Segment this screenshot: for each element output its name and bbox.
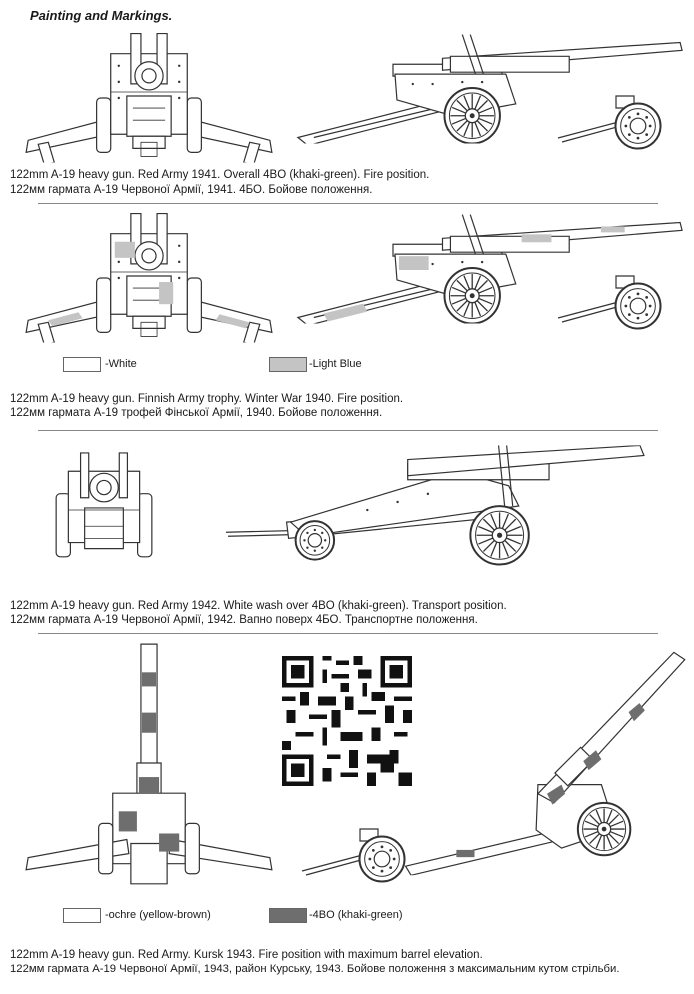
caption-ua-1: 122мм гармата А-19 Червоної Армії, 1941. 4БО. Бойове положення. xyxy=(10,184,373,196)
caption-ua-3: 122мм гармата А-19 Червоної Армії, 1942. Вапно поверх 4БО. Транспортне положення. xyxy=(10,614,478,626)
gun-transport-side-view xyxy=(226,445,650,567)
section-divider xyxy=(38,633,658,634)
legend-swatch-light-blue xyxy=(269,357,307,372)
gun-elevated-front-view xyxy=(8,642,290,894)
caption-en-4: 122mm A-19 heavy gun. Red Army. Kursk 1943. Fire position with maximum barrel elevation. xyxy=(10,949,483,961)
gun-transport-front-view xyxy=(48,450,160,574)
limber-4 xyxy=(300,825,410,885)
legend-label-white: -White xyxy=(105,358,137,370)
gun-front-view-2 xyxy=(8,208,290,346)
section-divider xyxy=(38,203,658,204)
caption-en-2: 122mm A-19 heavy gun. Finnish Army trophy. Winter War 1940. Fire position. xyxy=(10,393,404,405)
limber-2 xyxy=(556,272,666,332)
legend-swatch-ochre xyxy=(63,908,101,923)
caption-ua-2: 122мм гармата А-19 трофей Фінської Армії, 1940. Бойове положення. xyxy=(10,407,383,419)
legend-label-khaki-green: -4BO (khaki-green) xyxy=(309,909,403,921)
page-title: Painting and Markings. xyxy=(30,8,173,23)
qr-code xyxy=(282,656,412,786)
caption-en-1: 122mm A-19 heavy gun. Red Army 1941. Overall 4BO (khaki-green). Fire position. xyxy=(10,169,430,181)
legend-label-light-blue: -Light Blue xyxy=(309,358,362,370)
legend-swatch-white xyxy=(63,357,101,372)
caption-en-3: 122mm A-19 heavy gun. Red Army 1942. White wash over 4BO (khaki-green). Transport position. xyxy=(10,600,507,612)
limber-1 xyxy=(556,92,666,152)
legend-swatch-khaki-green xyxy=(269,908,307,923)
caption-ua-4: 122мм гармата А-19 Червоної Армії, 1943, район Курську, 1943. Бойове положення з максимальним кутом стрільби. xyxy=(10,963,620,975)
gun-front-view-1 xyxy=(8,28,290,166)
gun-elevated-side-view xyxy=(402,636,692,888)
section-divider xyxy=(38,430,658,431)
legend-label-ochre: -ochre (yellow-brown) xyxy=(105,909,211,921)
